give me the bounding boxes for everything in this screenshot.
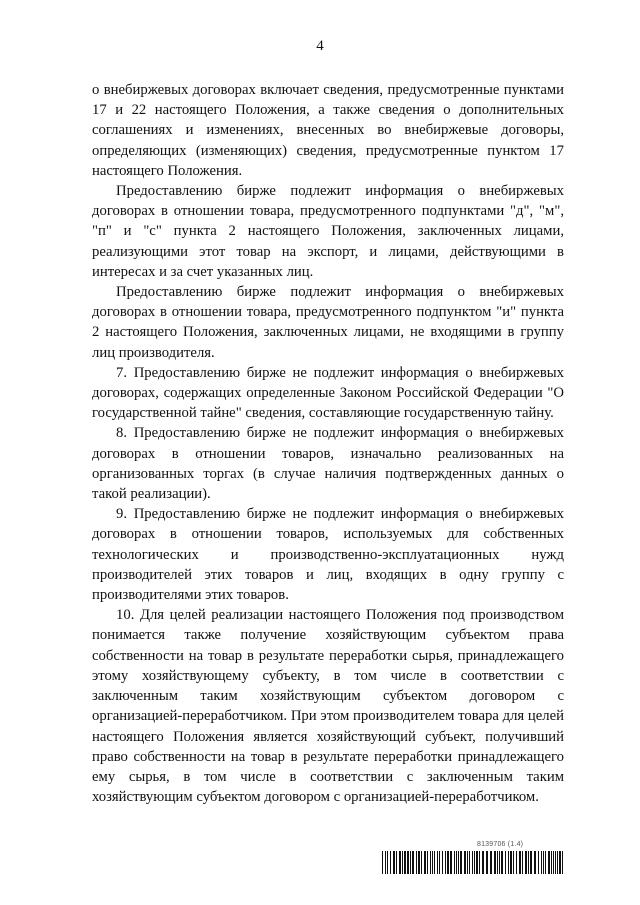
document-code: 8139706 (1.4) — [477, 841, 524, 848]
paragraph-3: Предоставлению бирже подлежит информация о внебиржевых договорах в отношении товара, предусмотренного подпунктом "и" пункта 2 настоящего Положения, заключенных лицами, не входящими в группу лиц производителя. — [92, 284, 564, 361]
page-number: 4 — [316, 38, 324, 54]
paragraph-item-8: 8. Предоставлению бирже не подлежит информация о внебиржевых договорах в отношении товаров, изначально реализованных на организованных торгах (в случае наличия подтвержденных данных о такой реализации). — [92, 425, 564, 503]
paragraph-1: о внебиржевых договорах включает сведения, предусмотренные пунктами 17 и 22 настоящего Положения, а также сведения о дополнительных соглашениях и изменениях, внесенных во внебиржевые договоры, определяющих (изменяющих) сведения, предусмотренные пунктом 17 настоящего Положения. — [92, 82, 564, 179]
paragraph-item-7: 7. Предоставлению бирже не подлежит информация о внебиржевых договорах, содержащих определенные Законом Российской Федерации "О государственной тайне" сведения, составляющие государственную тайну. — [92, 364, 564, 422]
paragraph-item-10: 10. Для целей реализации настоящего Положения под производством понимается также получение хозяйствующим субъектом права собственности на товар в результате переработки сырья, принадлежащего этому хозяйствующему субъекту, в том числе в соответствии с заключенным таким хозяйствующим субъектом договором с организацией-переработчиком. При этом производителем товара для целей настоящего Положения является хозяйствующий субъект, получивший право собственности на товар в результате переработки принадлежащего ему сырья, в том числе в соответствии с заключенным таким хозяйствующим субъектом договором с организацией-переработчиком. — [92, 607, 564, 806]
paragraph-2: Предоставлению бирже подлежит информация о внебиржевых договорах в отношении товара, предусмотренного подпунктами "д", "м", "п" и "с" пункта 2 настоящего Положения, заключенных лицами, реализующими этот товар на экспорт, и лицами, действующими в интересах и за счет указанных лиц. — [92, 183, 564, 280]
paragraph-item-9: 9. Предоставлению бирже не подлежит информация о внебиржевых договорах в отношении товаров, используемых для собственных технологических и производственно-эксплуатационных нужд производителей этих товаров и лиц, входящих в одну группу с производителями этих товаров. — [92, 506, 564, 604]
barcode-image — [382, 851, 564, 874]
document-body — [92, 80, 564, 807]
